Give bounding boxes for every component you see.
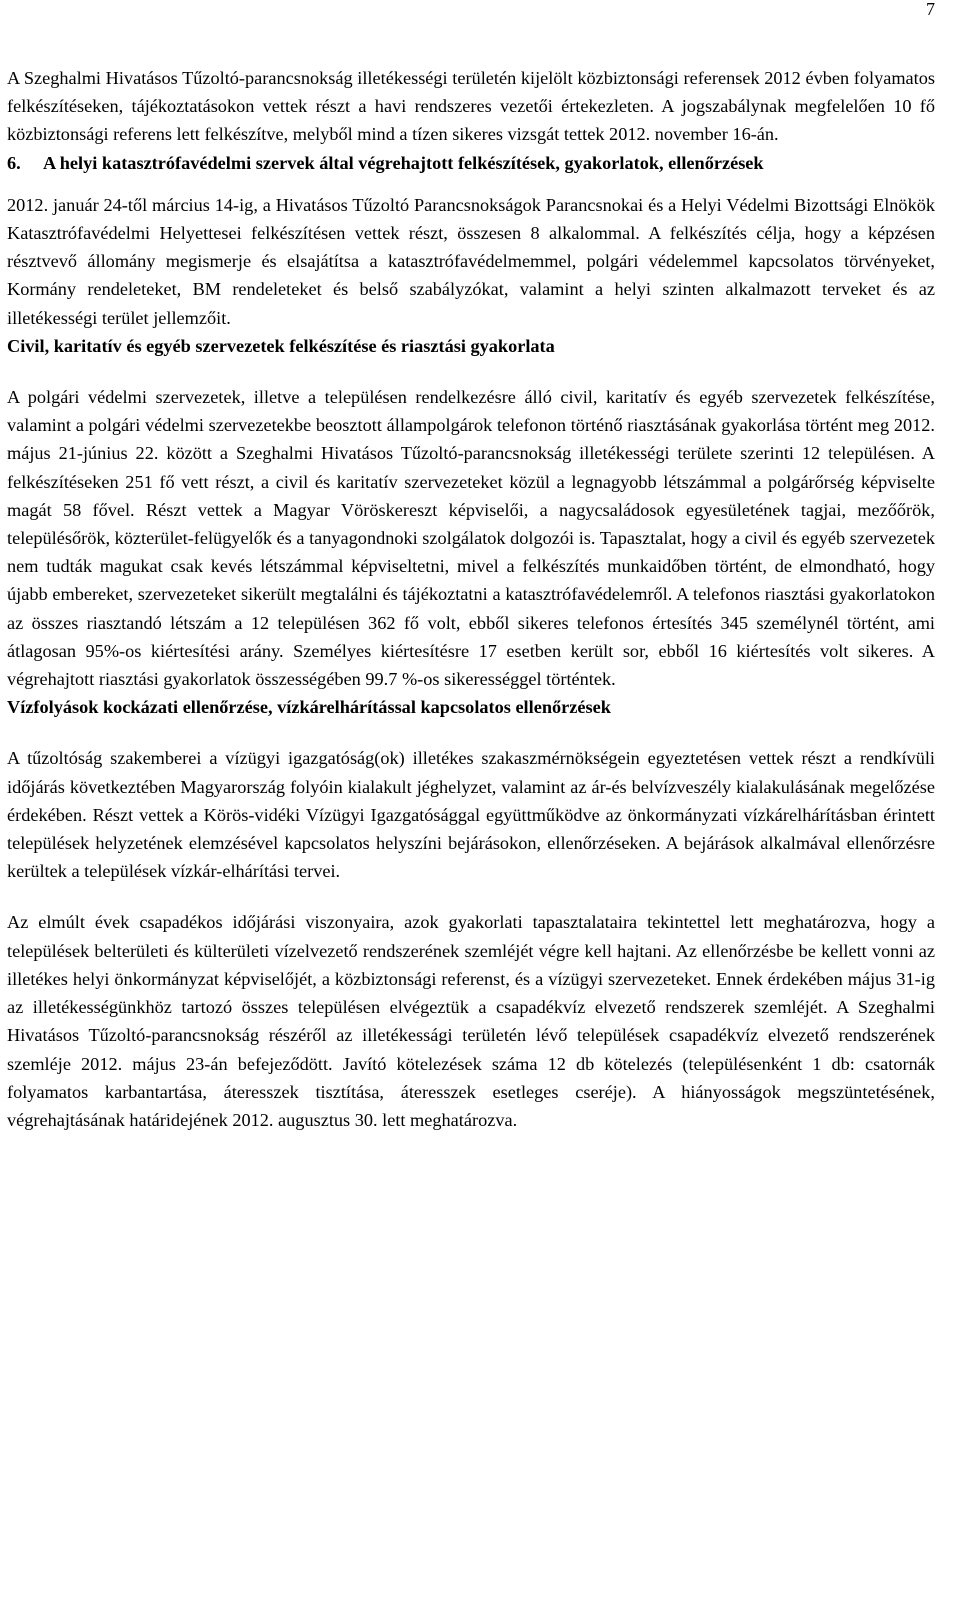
section-title: A helyi katasztrófavédelmi szervek által végrehajtott felkészítések, gyakorlatok, ellenőrzések <box>43 152 764 173</box>
document-body <box>7 64 935 1134</box>
paragraph-referensek: A Szeghalmi Hivatásos Tűzoltó-parancsnokság illetékességi területén kijelölt közbiztonsági referensek 2012 évben folyamatos felkészítéseken, tájékoztatásokon vettek részt a havi rendszeres vezetői értekezleten. A jogszabálynak megfelelően 10 fő közbiztonsági referens lett felkészítve, melyből mind a tízen sikeres vizsgát tettek 2012. november 16-án. <box>7 68 935 145</box>
heading-civil: Civil, karitatív és egyéb szervezetek felkészítése és riasztási gyakorlata <box>7 335 555 356</box>
heading-vizfolyasok: Vízfolyások kockázati ellenőrzése, vízkárelhárítással kapcsolatos ellenőrzések <box>7 697 611 718</box>
section-number: 6. <box>7 152 21 173</box>
paragraph-civil: A polgári védelmi szervezetek, illetve a településen rendelkezésre álló civil, karitatív és egyéb szervezetek felkészítése, valamint a polgári védelmi szervezetekbe beosztott állampolgárok telefonon történő riasztásának gyakorlása történt meg 2012. május 21-június 22. között a Szeghalmi Hivatásos Tűzoltó-parancsnokság illetékességi területe szerinti 12 településen. A felkészítéseken 251 fő vett részt, a civil és karitatív szervezeteket közül a legnagyobb létszámmal a polgárőrség képviselte magát 58 fővel. Részt vettek a Magyar Vöröskereszt képviselői, a nagycsaládosok egyesületének tagjai, mezőőrök, településőrök, közterület-felügyelők és a tanyagondnoki szolgálatok dolgozói is. Tapasztalat, hogy a civil és egyéb szervezetek nem tudták magukat csak kevés létszámmal képviseltetni, mivel a felkészítés munkaidőben történt, de elmondható, hogy újabb embereket, szervezeteket sikerült megtalálni és tájékoztatni a katasztrófavédelemről. A telefonos riasztási gyakorlatokon az összes riasztandó létszám a 12 településen 362 fő volt, ebből sikeres telefonos értesítés 345 személynél történt, ami átlagosan 95%-os kiértesítési arány. Személyes kiértesítésre 17 esetben került sor, ebből 16 kiértesítés volt sikeres. A végrehajtott riasztási gyakorlatok összességében 99.7 %-os sikerességgel történtek. <box>7 387 935 690</box>
page-number: 7 <box>926 0 935 19</box>
paragraph-csapadek: Az elmúlt évek csapadékos időjárási viszonyaira, azok gyakorlati tapasztalataira tekintettel lett meghatározva, hogy a települések belterületi és külterületi vízelvezető rendszerének szemléjét végre kell hajtani. Az ellenőrzésbe be kellett vonni az illetékes helyi önkormányzat képviselőjét, a közbiztonsági referenst, és a vízügyi szervezeteket. Ennek érdekében május 31-ig az illetékességünkhöz tartozó összes településen elvégeztük a csapadékvíz elvezető rendszerek szemléjét. A Szeghalmi Hivatásos Tűzoltó-parancsnokság részéről az illetékessági területén lévő települések csapadékvíz elvezető rendszerének szemléje 2012. május 23-án befejeződött. Javító kötelezések száma 12 db kötelezés (településenként 1 db: csatornák folyamatos karbantartása, áteresszek tisztítása, áteresszek esetleges cseréje). A hiányosságok megszüntetésének, végrehajtásának határidejének 2012. augusztus 30. lett meghatározva. <box>7 912 935 1130</box>
paragraph-felkeszites: 2012. január 24-től március 14-ig, a Hivatásos Tűzoltó Parancsnokságok Parancsnokai és a Helyi Védelmi Bizottsági Elnökök Katasztrófavédelmi Helyettesei felkészítésen vettek részt, összesen 8 alkalommal. A felkészítés célja, hogy a képzésen résztvevő állomány megismerje és elsajátítsa a katasztrófavédelmemmel, polgári védelemmel kapcsolatos törvényeket, Kormány rendeleteket, BM rendeleteket és belső szabályzókat, valamint a helyi szinten alkalmazott terveket és az illetékességi terület jellemzőit. <box>7 194 935 328</box>
section-6-heading <box>7 149 935 177</box>
paragraph-vizugy: A tűzoltóság szakemberei a vízügyi igazgatóság(ok) illetékes szakaszmérnökségein egyeztetésen vettek részt a rendkívüli időjárás következtében Magyarország folyóin kialakult jéghelyzet, valamint az ár-és belvízveszély kialakulásának megelőzése érdekében. Részt vettek a Körös-vidéki Vízügyi Igazgatósággal együttműködve az önkormányzati vízkárelhárításban érintett települések helyzetének elemzésével kapcsolatos helyszíni bejárásokon, ellenőrzéseken. A bejárások alkalmával ellenőrzésre kerültek a települések vízkár-elhárítási tervei. <box>7 748 935 882</box>
